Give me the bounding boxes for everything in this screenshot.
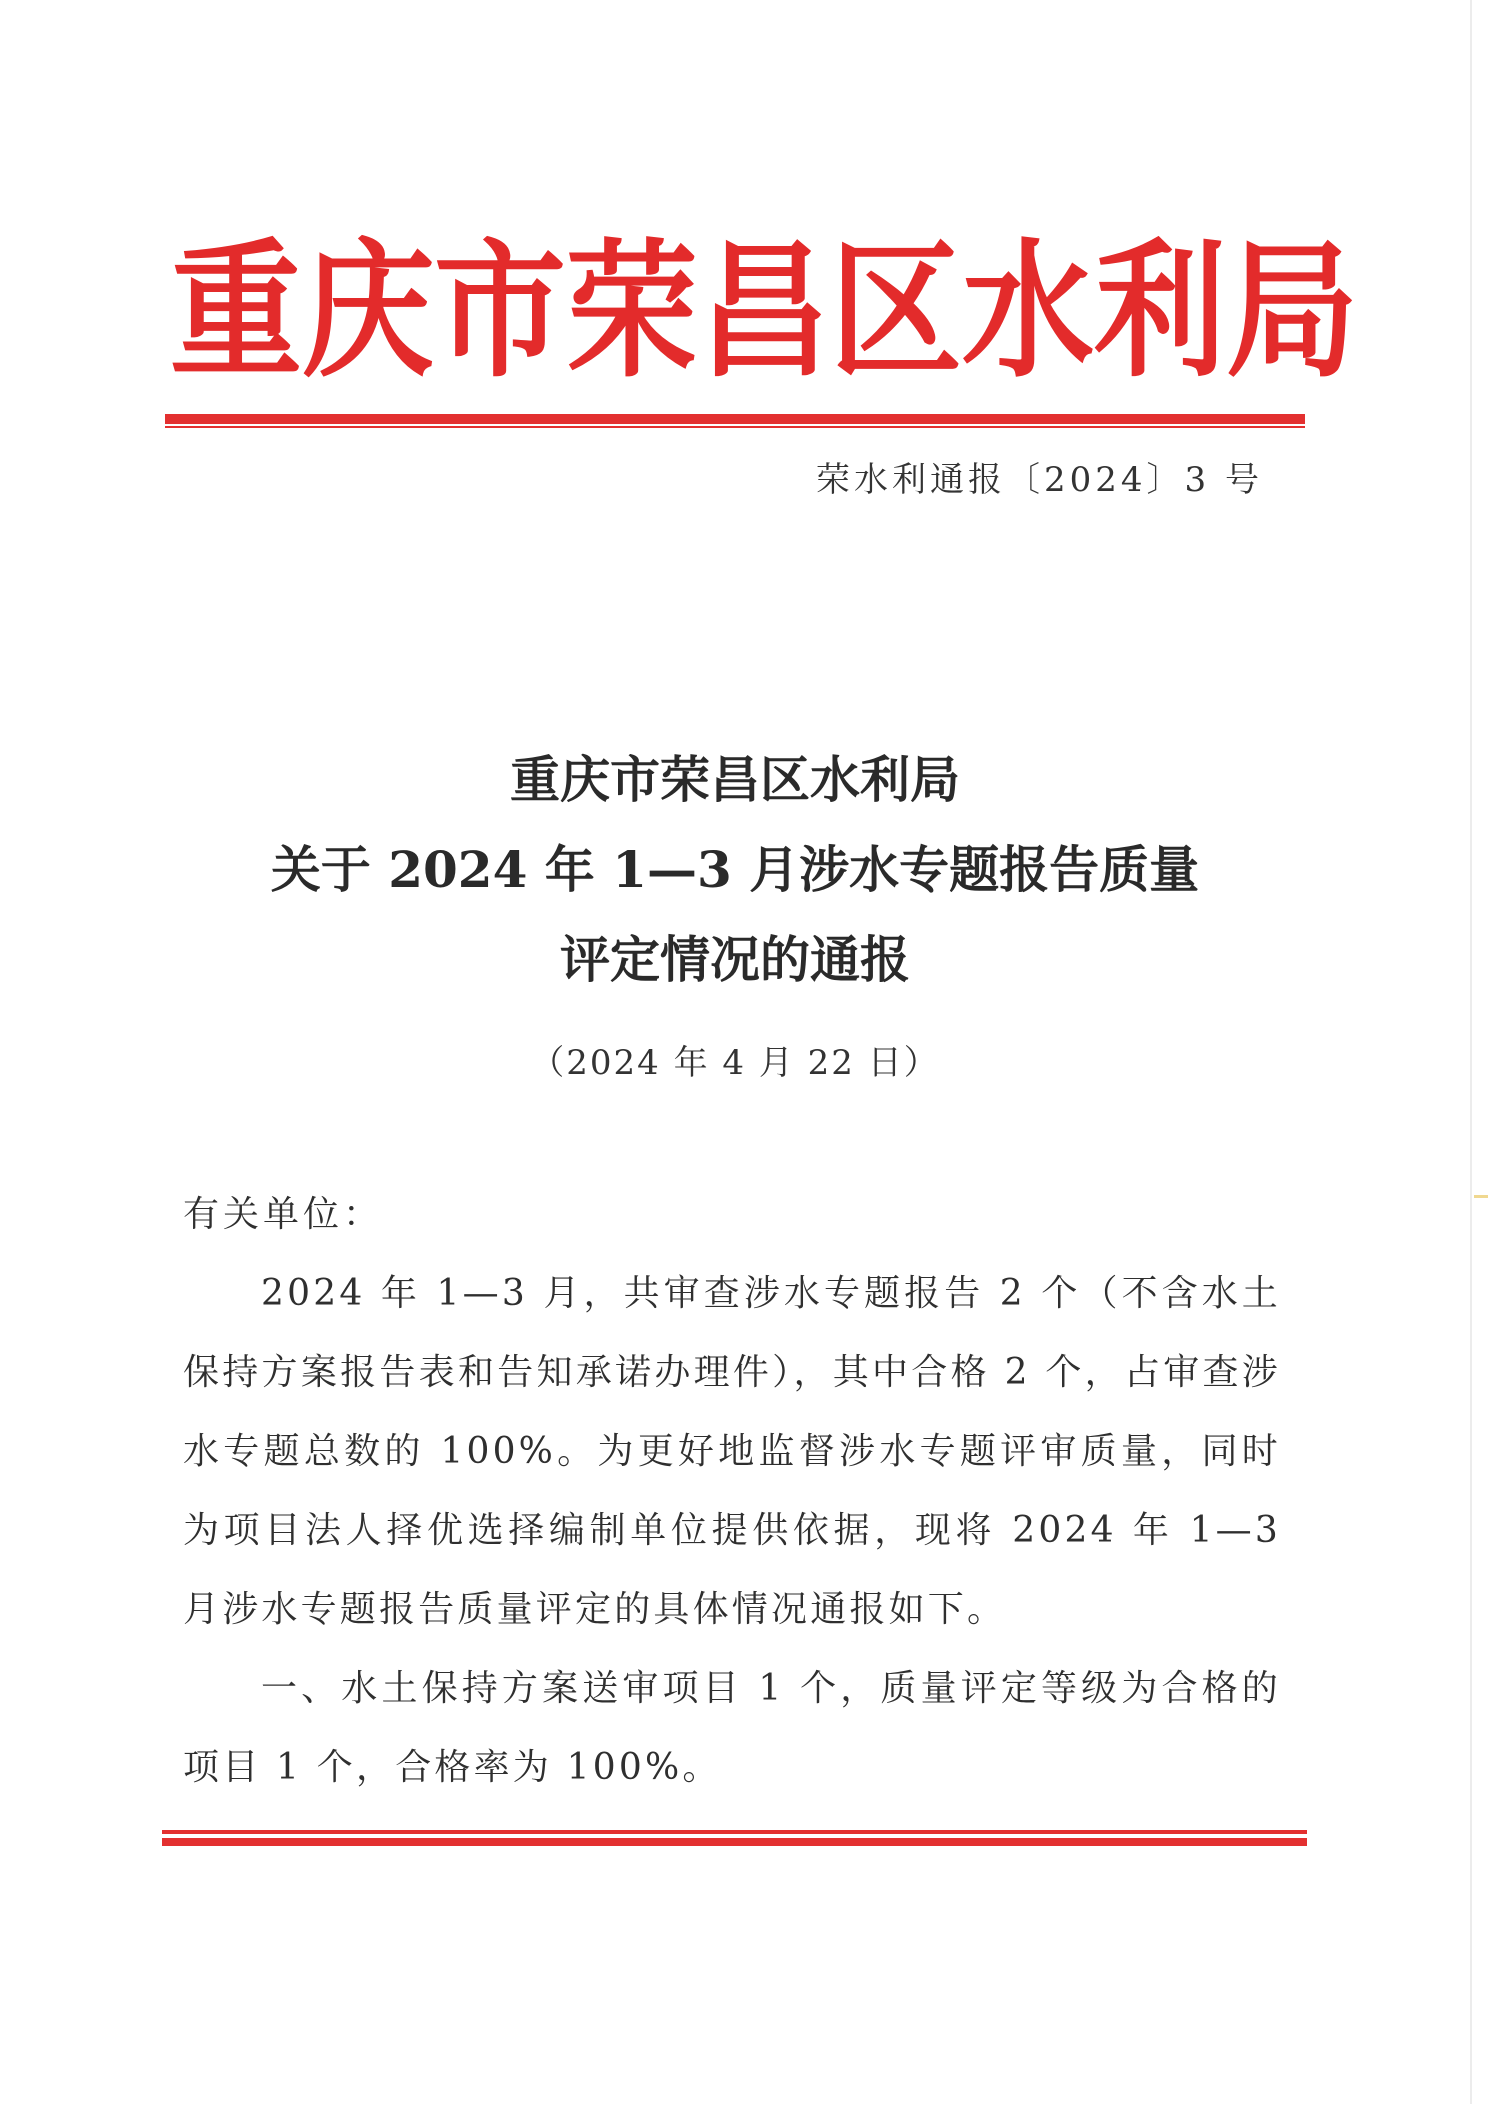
document-body	[183, 1175, 1281, 1807]
scan-edge	[1470, 0, 1472, 2104]
masthead-char: 水	[962, 224, 1094, 399]
masthead-char: 利	[1094, 224, 1226, 399]
salutation: 有关单位：	[183, 1194, 384, 1235]
document-title	[0, 735, 1470, 1005]
document-number: 荣水利通报〔2024〕3 号	[816, 460, 1263, 500]
masthead-char: 局	[1226, 224, 1358, 399]
footer-red-rule	[162, 1830, 1307, 1834]
body-paragraph-1: 2024 年 1—3 月，共审查涉水专题报告 2 个（不含水土保持方案报告表和告知承诺办理件），其中合格 2 个，占审查涉水专题总数的 100%。为更好地监督涉水专题评审质量，同时为项目法人择优选择编制单位提供依据，现将 2024 年 1—3 月涉水专题报告质量评定的具体情况通报如下。	[183, 1273, 1281, 1630]
body-paragraph-2: 一、水土保持方案送审项目 1 个，质量评定等级为合格的项目 1 个，合格率为 100%。	[183, 1668, 1281, 1788]
masthead-char: 市	[434, 224, 566, 399]
title-line-1: 重庆市荣昌区水利局	[510, 750, 960, 809]
document-date: （2024 年 4 月 22 日）	[530, 1043, 940, 1083]
masthead-char: 区	[830, 224, 962, 399]
masthead-char: 重	[170, 224, 302, 399]
masthead-char: 庆	[302, 224, 434, 399]
title-line-3: 评定情况的通报	[560, 930, 910, 989]
masthead-title	[170, 224, 1358, 399]
masthead-char: 昌	[698, 224, 830, 399]
masthead-char: 荣	[566, 224, 698, 399]
scan-mark	[1474, 1195, 1488, 1198]
masthead-red-rule	[165, 414, 1305, 424]
title-line-2: 关于 2024 年 1—3 月涉水专题报告质量	[270, 840, 1200, 899]
